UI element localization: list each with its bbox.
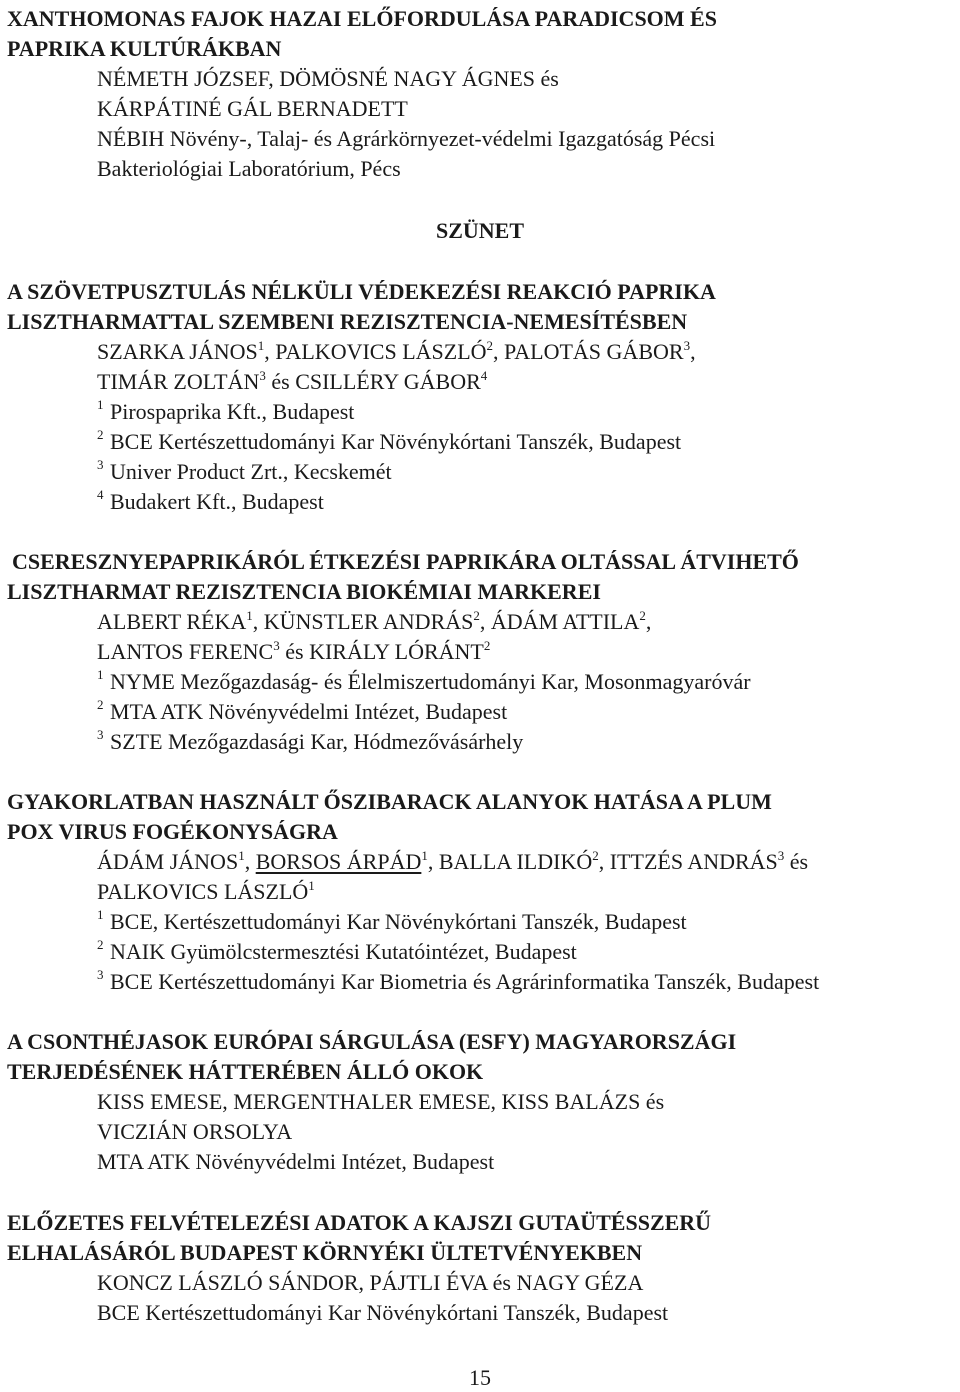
author-affiliation-mark: 1	[421, 847, 428, 863]
author-name: LANTOS FERENC	[97, 639, 274, 664]
affiliation-number: 1	[97, 396, 104, 412]
author-separator: ,	[264, 339, 276, 364]
entry-6-title-line-2: ELHALÁSÁRÓL BUDAPEST KÖRNYÉKI ÜLTETVÉNYEKBEN	[7, 1240, 643, 1265]
author-separator: ,	[598, 849, 610, 874]
affiliation-text: BCE Kertészettudományi Kar Biometria és Agrárinformatika Tanszék, Budapest	[110, 969, 820, 994]
author-name: ITTZÉS ANDRÁS	[609, 849, 778, 874]
author-separator: ,	[244, 849, 256, 874]
entry-1-authors-line-2: KÁRPÁTINÉ GÁL BERNADETT	[97, 96, 408, 121]
entry-4-authors-line-1	[97, 849, 808, 875]
author-separator: ,	[252, 609, 264, 634]
author-separator: és	[265, 369, 296, 394]
entry-2-authors-line-2	[97, 369, 487, 395]
entry-4-affiliation	[97, 906, 687, 935]
affiliation-text: Univer Product Zrt., Kecskemét	[110, 459, 392, 484]
author-affiliation-mark: 3	[777, 847, 785, 863]
author-separator: és	[279, 639, 310, 664]
author-affiliation-mark: 3	[259, 367, 266, 383]
page-number: 15	[469, 1365, 491, 1390]
entry-1-authors-line-1: NÉMETH JÓZSEF, DÖMÖSNÉ NAGY ÁGNES és	[97, 66, 559, 91]
affiliation-number: 3	[97, 726, 104, 742]
author-name: ÁDÁM JÁNOS	[97, 849, 239, 874]
author-separator: ,	[479, 609, 491, 634]
affiliation-text: Pirospaprika Kft., Budapest	[110, 399, 355, 424]
entry-1-affiliation-line-1: NÉBIH Növény-, Talaj- és Agrárkörnyezet-védelmi Igazgatóság Pécsi	[97, 126, 716, 151]
author-name: KÜNSTLER ANDRÁS	[263, 609, 474, 634]
affiliation-text: SZTE Mezőgazdasági Kar, Hódmezővásárhely	[110, 729, 524, 754]
author-separator: ,	[690, 339, 696, 364]
author-affiliation-mark: 4	[480, 367, 488, 383]
author-name: ÁDÁM ATTILA	[490, 609, 640, 634]
entry-3-title-line-2: LISZTHARMAT REZISZTENCIA BIOKÉMIAI MARKEREI	[7, 579, 601, 604]
entry-2-affiliation	[97, 456, 392, 485]
entry-5-authors-line-2: VICZIÁN ORSOLYA	[97, 1119, 293, 1144]
affiliation-number: 1	[97, 906, 104, 922]
affiliation-number: 3	[97, 966, 104, 982]
author-affiliation-mark: 1	[308, 877, 315, 893]
entry-4-affiliation	[97, 936, 577, 965]
entry-3-authors-line-1	[97, 609, 651, 635]
entry-1-affiliation-line-2: Bakteriológiai Laboratórium, Pécs	[97, 156, 401, 181]
affiliation-number: 3	[97, 456, 104, 472]
author-name: SZARKA JÁNOS	[97, 339, 258, 364]
entry-5-authors-line-1: KISS EMESE, MERGENTHALER EMESE, KISS BALÁZS és	[97, 1089, 665, 1114]
presenting-author-name: BORSOS ÁRPÁD	[255, 849, 422, 874]
author-affiliation-mark: 2	[473, 607, 480, 623]
author-affiliation-mark: 3	[683, 337, 691, 353]
author-name: CSILLÉRY GÁBOR	[295, 369, 481, 394]
entry-2-affiliation	[97, 486, 324, 515]
entry-3-affiliation	[97, 696, 508, 725]
affiliation-number: 1	[97, 666, 104, 682]
author-name: KIRÁLY LÓRÁNT	[309, 639, 484, 664]
affiliation-number: 2	[97, 936, 104, 952]
entry-5-affiliation: MTA ATK Növényvédelmi Intézet, Budapest	[97, 1149, 495, 1174]
entry-4-authors-line-2	[97, 879, 315, 905]
entry-2-title-line-2: LISZTHARMATTAL SZEMBENI REZISZTENCIA-NEMESÍTÉSBEN	[7, 309, 688, 334]
author-affiliation-mark: 2	[486, 337, 494, 353]
affiliation-text: BCE Kertészettudományi Kar Növénykórtani Tanszék, Budapest	[110, 429, 682, 454]
entry-2-title-line-1: A SZÖVETPUSZTULÁS NÉLKÜLI VÉDEKEZÉSI REAKCIÓ PAPRIKA	[7, 279, 716, 304]
author-affiliation-mark: 1	[246, 607, 253, 623]
author-affiliation-mark: 3	[273, 637, 280, 653]
entry-5-title-line-1: A CSONTHÉJASOK EURÓPAI SÁRGULÁSA (ESFY) MAGYARORSZÁGI	[7, 1029, 737, 1054]
entry-1-title-line-1: XANTHOMONAS FAJOK HAZAI ELŐFORDULÁSA PARADICSOM ÉS	[7, 6, 717, 31]
affiliation-text: NYME Mezőgazdaság- és Élelmiszertudományi Kar, Mosonmagyaróvár	[110, 669, 751, 694]
entry-3-affiliation	[97, 666, 751, 695]
author-affiliation-mark: 2	[639, 607, 646, 623]
entry-2-authors-line-1	[97, 339, 696, 365]
entry-1-title-line-2: PAPRIKA KULTÚRÁKBAN	[7, 36, 282, 61]
author-affiliation-mark: 1	[257, 337, 265, 353]
author-name: PALKOVICS LÁSZLÓ	[275, 339, 487, 364]
author-separator: és	[784, 849, 809, 874]
entry-3-affiliation	[97, 726, 524, 755]
affiliation-text: BCE, Kertészettudományi Kar Növénykórtani Tanszék, Budapest	[110, 909, 687, 934]
affiliation-text: Budakert Kft., Budapest	[110, 489, 324, 514]
affiliation-number: 2	[97, 696, 104, 712]
author-name: TIMÁR ZOLTÁN	[97, 369, 260, 394]
author-affiliation-mark: 2	[592, 847, 599, 863]
entry-4-title-line-1: GYAKORLATBAN HASZNÁLT ŐSZIBARACK ALANYOK HATÁSA A PLUM	[7, 789, 772, 814]
author-affiliation-mark: 2	[483, 637, 491, 653]
author-name: PALOTÁS GÁBOR	[504, 339, 684, 364]
entry-6-title-line-1: ELŐZETES FELVÉTELEZÉSI ADATOK A KAJSZI GUTAÜTÉSSZERŰ	[7, 1210, 712, 1235]
entry-4-title-line-2: POX VIRUS FOGÉKONYSÁGRA	[7, 819, 338, 844]
entry-6-affiliation: BCE Kertészettudományi Kar Növénykórtani Tanszék, Budapest	[97, 1300, 669, 1325]
entry-5-title-line-2: TERJEDÉSÉNEK HÁTTERÉBEN ÁLLÓ OKOK	[7, 1059, 484, 1084]
affiliation-number: 4	[97, 486, 104, 502]
entry-6-authors: KONCZ LÁSZLÓ SÁNDOR, PÁJTLI ÉVA és NAGY GÉZA	[97, 1270, 644, 1295]
entry-3-authors-line-2	[97, 639, 490, 665]
entry-4-affiliation	[97, 966, 820, 995]
affiliation-number: 2	[97, 426, 104, 442]
author-name: PALKOVICS LÁSZLÓ	[97, 879, 309, 904]
author-affiliation-mark: 1	[238, 847, 245, 863]
author-name: BALLA ILDIKÓ	[438, 849, 593, 874]
entry-3-title-line-1: CSERESZNYEPAPRIKÁRÓL ÉTKEZÉSI PAPRIKÁRA OLTÁSSAL ÁTVIHETŐ	[12, 549, 799, 574]
break-label: SZÜNET	[435, 218, 525, 243]
author-separator: ,	[645, 609, 652, 634]
author-separator: ,	[427, 849, 439, 874]
entry-2-affiliation	[97, 426, 682, 455]
affiliation-text: NAIK Gyümölcstermesztési Kutatóintézet, Budapest	[110, 939, 577, 964]
author-separator: ,	[493, 339, 505, 364]
affiliation-text: MTA ATK Növényvédelmi Intézet, Budapest	[110, 699, 508, 724]
entry-2-affiliation	[97, 396, 355, 425]
author-name: ALBERT RÉKA	[97, 609, 247, 634]
